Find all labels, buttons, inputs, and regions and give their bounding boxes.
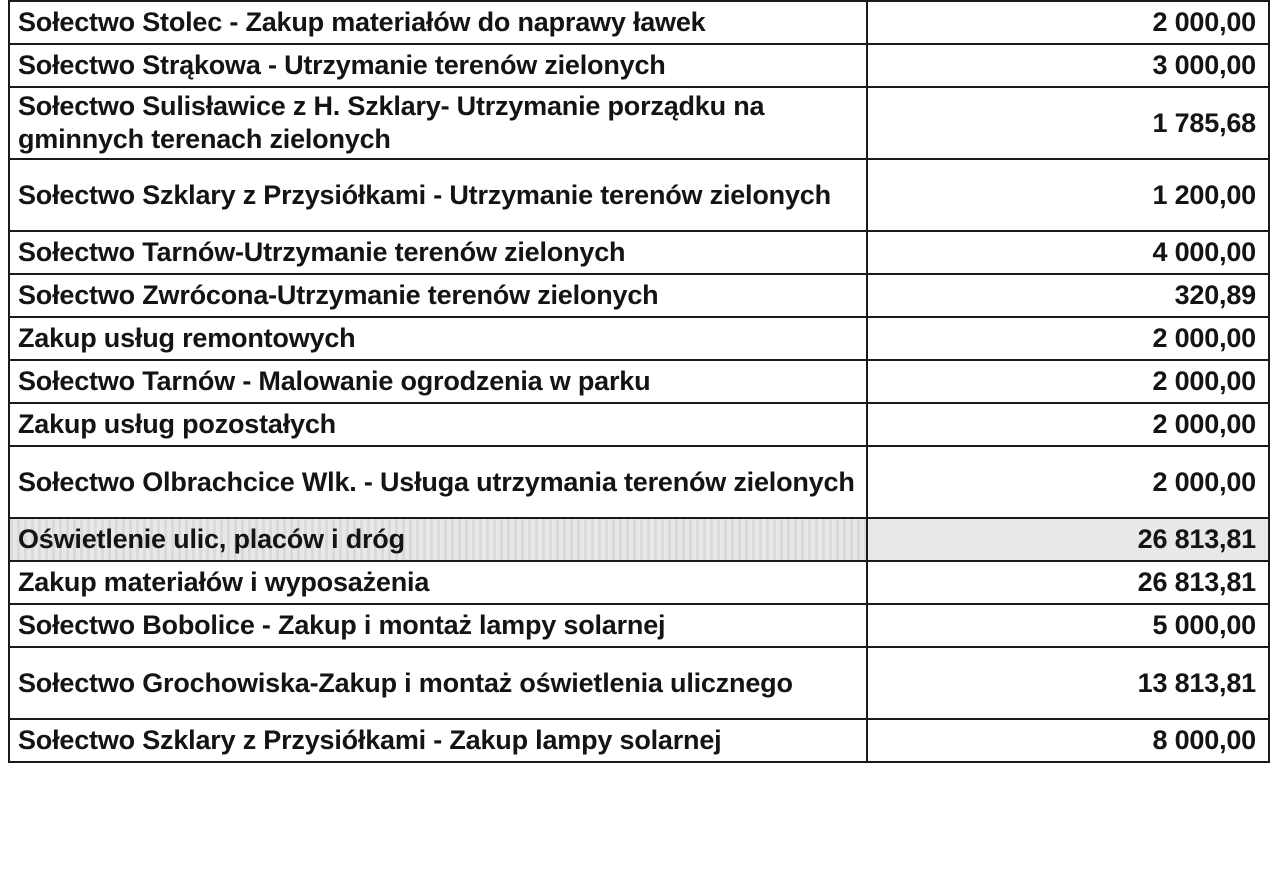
row-amount: 26 813,81 bbox=[867, 561, 1269, 604]
row-description: Sołectwo Stolec - Zakup materiałów do naprawy ławek bbox=[9, 1, 867, 44]
row-amount: 2 000,00 bbox=[867, 446, 1269, 518]
row-description: Zakup usług pozostałych bbox=[9, 403, 867, 446]
row-amount: 13 813,81 bbox=[867, 647, 1269, 719]
table-row bbox=[9, 159, 1269, 231]
table-row bbox=[9, 647, 1269, 719]
row-description: Oświetlenie ulic, placów i dróg bbox=[9, 518, 867, 561]
row-amount: 2 000,00 bbox=[867, 403, 1269, 446]
row-description: Sołectwo Strąkowa - Utrzymanie terenów zielonych bbox=[9, 44, 867, 87]
budget-table bbox=[8, 0, 1270, 763]
table-row-section-header bbox=[9, 518, 1269, 561]
table-row bbox=[9, 403, 1269, 446]
row-description: Sołectwo Szklary z Przysiółkami - Zakup lampy solarnej bbox=[9, 719, 867, 762]
table-row bbox=[9, 317, 1269, 360]
row-amount: 1 785,68 bbox=[867, 87, 1269, 159]
row-amount: 2 000,00 bbox=[867, 1, 1269, 44]
table-row bbox=[9, 604, 1269, 647]
table-row bbox=[9, 87, 1269, 159]
row-amount: 8 000,00 bbox=[867, 719, 1269, 762]
table-row bbox=[9, 561, 1269, 604]
budget-table-page bbox=[8, 0, 1264, 763]
row-description: Sołectwo Bobolice - Zakup i montaż lampy solarnej bbox=[9, 604, 867, 647]
table-row bbox=[9, 360, 1269, 403]
row-amount: 4 000,00 bbox=[867, 231, 1269, 274]
row-amount: 3 000,00 bbox=[867, 44, 1269, 87]
row-description: Sołectwo Sulisławice z H. Szklary- Utrzymanie porządku na gminnych terenach zielonych bbox=[9, 87, 867, 159]
table-row bbox=[9, 44, 1269, 87]
budget-table-body bbox=[9, 1, 1269, 762]
row-amount: 5 000,00 bbox=[867, 604, 1269, 647]
row-description: Sołectwo Tarnów - Malowanie ogrodzenia w parku bbox=[9, 360, 867, 403]
row-amount: 320,89 bbox=[867, 274, 1269, 317]
table-row bbox=[9, 231, 1269, 274]
table-row bbox=[9, 446, 1269, 518]
table-row bbox=[9, 1, 1269, 44]
table-row bbox=[9, 719, 1269, 762]
row-amount: 2 000,00 bbox=[867, 360, 1269, 403]
table-row bbox=[9, 274, 1269, 317]
row-amount: 2 000,00 bbox=[867, 317, 1269, 360]
row-description: Sołectwo Zwrócona-Utrzymanie terenów zielonych bbox=[9, 274, 867, 317]
row-description: Sołectwo Olbrachcice Wlk. - Usługa utrzymania terenów zielonych bbox=[9, 446, 867, 518]
row-description: Sołectwo Grochowiska-Zakup i montaż oświetlenia ulicznego bbox=[9, 647, 867, 719]
row-amount: 26 813,81 bbox=[867, 518, 1269, 561]
row-description: Zakup materiałów i wyposażenia bbox=[9, 561, 867, 604]
row-description: Sołectwo Szklary z Przysiółkami - Utrzymanie terenów zielonych bbox=[9, 159, 867, 231]
row-amount: 1 200,00 bbox=[867, 159, 1269, 231]
row-description: Zakup usług remontowych bbox=[9, 317, 867, 360]
row-description: Sołectwo Tarnów-Utrzymanie terenów zielonych bbox=[9, 231, 867, 274]
